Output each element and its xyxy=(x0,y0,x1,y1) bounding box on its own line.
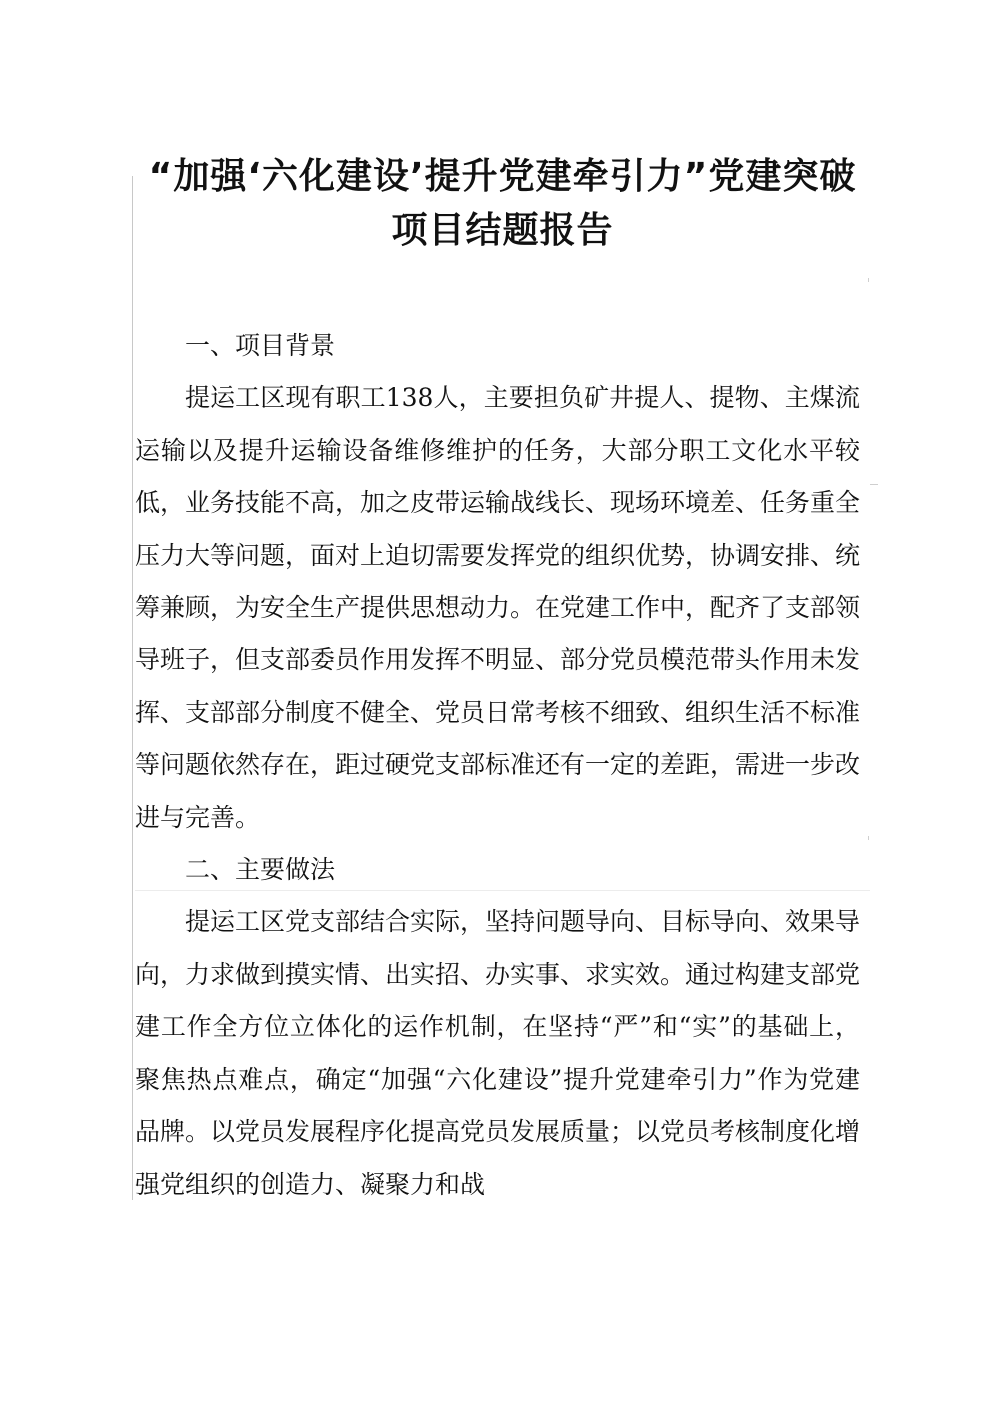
section-divider-mark xyxy=(135,890,870,891)
section-heading-methods: 二、主要做法 xyxy=(185,855,336,885)
margin-tick-mark xyxy=(870,484,878,485)
document-body xyxy=(135,320,860,1211)
margin-tick-mark xyxy=(868,278,869,282)
margin-tick-mark xyxy=(868,836,869,840)
paragraph-methods: 提运工区党支部结合实际，坚持问题导向、目标导向、效果导向，力求做到摸实情、出实招、办实事、求实效。通过构建支部党建工作全方位立体化的运作机制，在坚持“严”和“实”的基础上，聚焦热点难点，确定“加强“六化建设”提升党建牵引力”作为党建品牌。以党员发展程序化提高党员发展质量；以党员考核制度化增强党组织的创造力、凝聚力和战 xyxy=(135,907,861,1199)
left-margin-line xyxy=(132,176,133,1200)
paragraph-background: 提运工区现有职工138人，主要担负矿井提人、提物、主煤流运输以及提升运输设备维修维护的任务，大部分职工文化水平较低，业务技能不高，加之皮带运输战线长、现场环境差、任务重全压力大等问题，面对上迫切需要发挥党的组织优势，协调安排、统筹兼顾，为安全生产提供思想动力。在党建工作中，配齐了支部领导班子，但支部委员作用发挥不明显、部分党员模范带头作用未发挥、支部部分制度不健全、党员日常考核不细致、组织生活不标准等问题依然存在，距过硬党支部标准还有一定的差距，需进一步改进与完善。 xyxy=(135,383,861,832)
document-title: “加强‘六化建设’提升党建牵引力”党建突破项目结题报告 xyxy=(148,156,857,251)
section-heading-background: 一、项目背景 xyxy=(185,331,336,360)
